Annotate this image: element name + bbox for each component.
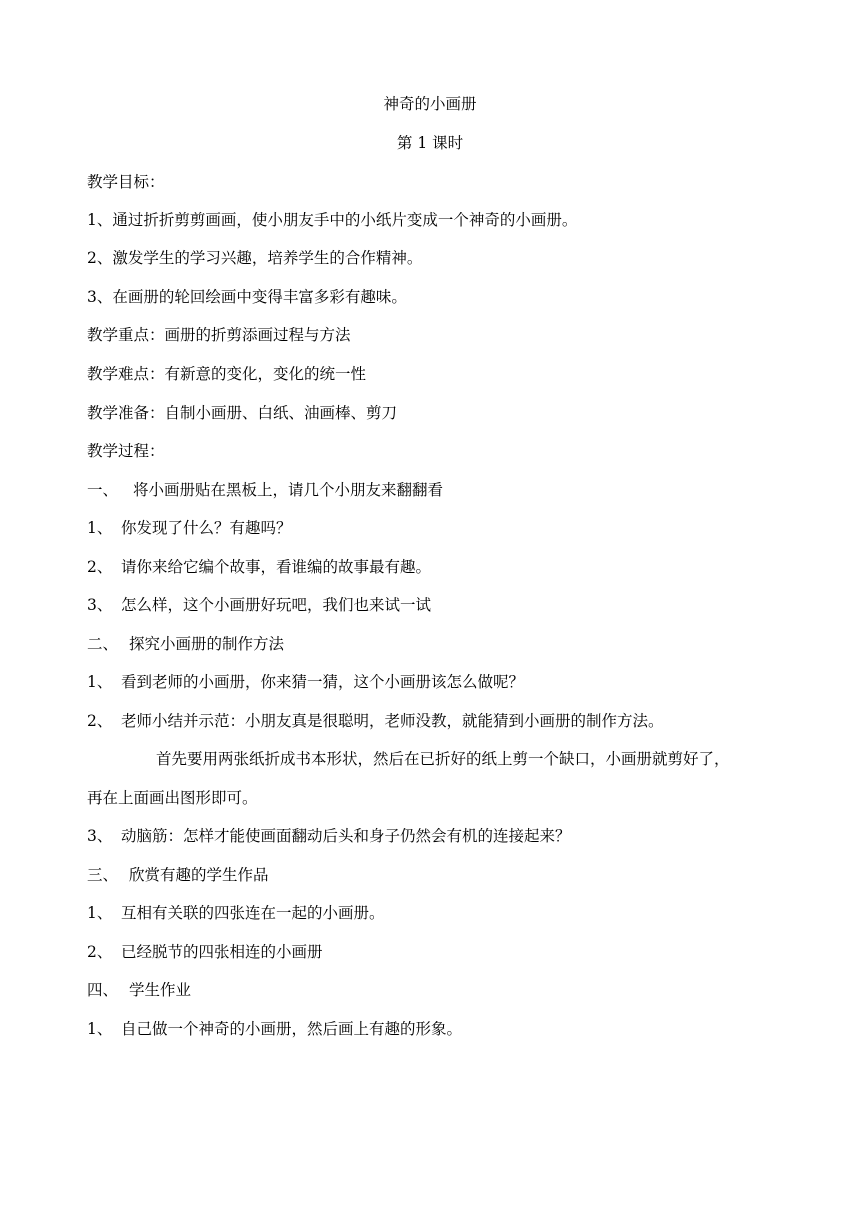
section-number: 四、 bbox=[87, 981, 119, 999]
paragraph-line: 首先要用两张纸折成书本形状，然后在已折好的纸上剪一个缺口，小画册就剪好了， bbox=[156, 750, 730, 768]
list-item bbox=[87, 711, 664, 731]
item-number: 1、 bbox=[87, 673, 113, 691]
list-item bbox=[87, 557, 431, 577]
item-text: 怎么样，这个小画册好玩吧，我们也来试一试 bbox=[121, 596, 432, 614]
item-number: 3、 bbox=[87, 596, 113, 614]
list-item bbox=[87, 672, 524, 692]
section-number: 一、 bbox=[87, 481, 119, 499]
list-item bbox=[87, 942, 323, 962]
item-text: 请你来给它编个故事，看谁编的故事最有趣。 bbox=[121, 558, 432, 576]
section-heading bbox=[87, 480, 443, 500]
preparation: 教学准备：自制小画册、白纸、油画棒、剪刀 bbox=[87, 404, 398, 422]
section-heading bbox=[87, 634, 284, 654]
difficulty: 教学难点：有新意的变化，变化的统一性 bbox=[87, 365, 367, 383]
item-number: 1、 bbox=[87, 1020, 113, 1038]
section-title: 学生作业 bbox=[129, 981, 192, 999]
list-item bbox=[87, 518, 292, 538]
section-title: 将小画册贴在黑板上，请几个小朋友来翻翻看 bbox=[133, 481, 444, 499]
item-text: 动脑筋：怎样才能使画面翻动后头和身子仍然会有机的连接起来？ bbox=[121, 827, 571, 845]
objectives-heading: 教学目标： bbox=[87, 173, 165, 191]
list-item bbox=[87, 595, 431, 615]
section-number: 二、 bbox=[87, 635, 119, 653]
item-text: 自己做一个神奇的小画册，然后画上有趣的形象。 bbox=[121, 1020, 463, 1038]
list-item bbox=[87, 826, 571, 846]
section-title: 探究小画册的制作方法 bbox=[129, 635, 285, 653]
paragraph-line: 再在上面画出图形即可。 bbox=[87, 789, 258, 807]
item-number: 2、 bbox=[87, 558, 113, 576]
item-text: 已经脱节的四张相连的小画册 bbox=[121, 943, 323, 961]
list-item bbox=[87, 1019, 462, 1039]
section-number: 三、 bbox=[87, 866, 119, 884]
item-text: 看到老师的小画册，你来猜一猜，这个小画册该怎么做呢？ bbox=[121, 673, 525, 691]
objective-item: 2、激发学生的学习兴趣，培养学生的合作精神。 bbox=[87, 249, 423, 267]
item-number: 2、 bbox=[87, 943, 113, 961]
item-number: 2、 bbox=[87, 712, 113, 730]
key-point: 教学重点：画册的折剪添画过程与方法 bbox=[87, 326, 351, 344]
list-item bbox=[87, 903, 385, 923]
document-title: 神奇的小画册 bbox=[383, 95, 477, 113]
section-title: 欣赏有趣的学生作品 bbox=[129, 866, 269, 884]
section-heading bbox=[87, 865, 269, 885]
process-heading: 教学过程： bbox=[87, 442, 165, 460]
item-number: 1、 bbox=[87, 904, 113, 922]
item-text: 互相有关联的四张连在一起的小画册。 bbox=[121, 904, 385, 922]
item-text: 老师小结并示范：小朋友真是很聪明，老师没教，就能猜到小画册的制作方法。 bbox=[121, 712, 664, 730]
item-text: 你发现了什么？有趣吗？ bbox=[121, 519, 292, 537]
section-heading bbox=[87, 980, 191, 1000]
objective-item: 3、在画册的轮回绘画中变得丰富多彩有趣味。 bbox=[87, 288, 407, 306]
item-number: 1、 bbox=[87, 519, 113, 537]
item-number: 3、 bbox=[87, 827, 113, 845]
document-subtitle: 第 1 课时 bbox=[396, 134, 464, 152]
objective-item: 1、通过折折剪剪画画，使小朋友手中的小纸片变成一个神奇的小画册。 bbox=[87, 211, 578, 229]
